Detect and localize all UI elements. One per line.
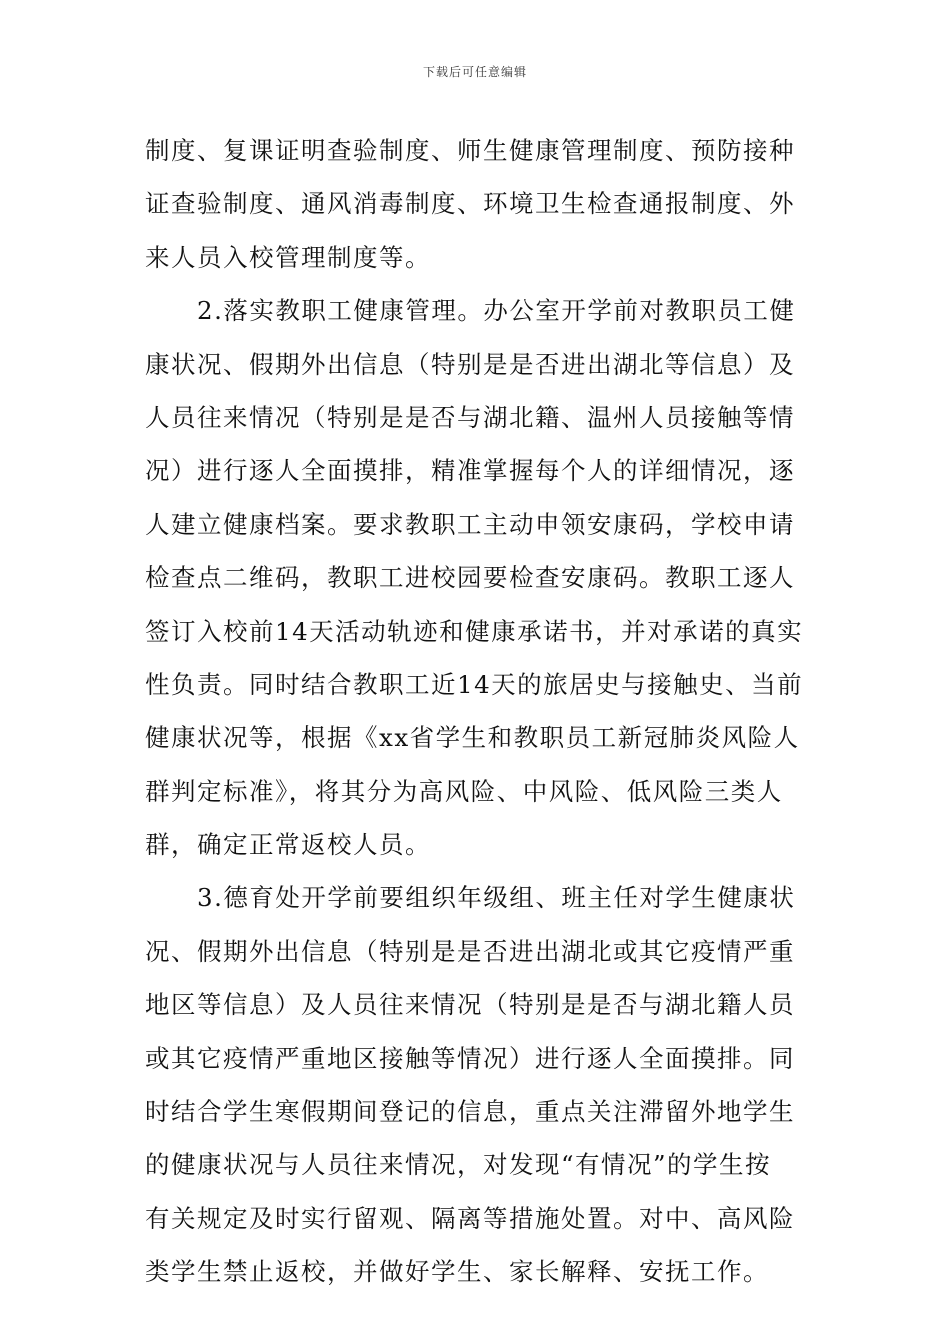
paragraph-start-line: 2.落实教职工健康管理。办公室开学前对教职员工健	[197, 296, 796, 326]
text-line: 况）进行逐人全面摸排，精准掌握每个人的详细情况，逐	[145, 456, 795, 486]
text-line: 康状况、假期外出信息（特别是是否进出湖北等信息）及	[145, 349, 795, 379]
text-line: 签订入校前14天活动轨迹和健康承诺书，并对承诺的真实	[145, 616, 804, 646]
text-line: 制度、复课证明查验制度、师生健康管理制度、预防接种	[145, 136, 795, 165]
text-line: 况、假期外出信息（特别是是否进出湖北或其它疫情严重	[145, 936, 795, 966]
text-line: 群，确定正常返校人员。	[145, 830, 431, 860]
text-line: 或其它疫情严重地区接触等情况）进行逐人全面摸排。同	[145, 1043, 795, 1073]
text-line: 群判定标准》，将其分为高风险、中风险、低风险三类人	[145, 776, 783, 806]
header-note: 下载后可任意编辑	[422, 65, 527, 79]
paragraph-start-line: 3.德育处开学前要组织年级组、班主任对学生健康状	[197, 883, 796, 913]
text-line: 来人员入校管理制度等。	[145, 242, 431, 272]
text-line: 类学生禁止返校，并做好学生、家长解释、安抚工作。	[145, 1257, 769, 1287]
text-line: 健康状况等，根据《xx省学生和教职员工新冠肺炎风险人	[145, 723, 800, 753]
text-line: 性负责。同时结合教职工近14天的旅居史与接触史、当前	[145, 669, 804, 699]
text-line: 检查点二维码，教职工进校园要检查安康码。教职工逐人	[145, 563, 795, 593]
text-line: 人建立健康档案。要求教职工主动申领安康码，学校申请	[145, 509, 795, 539]
text-line: 地区等信息）及人员往来情况（特别是是否与湖北籍人员	[145, 990, 795, 1020]
text-line: 的健康状况与人员往来情况，对发现“有情况”的学生按	[145, 1150, 772, 1180]
text-line: 有关规定及时实行留观、隔离等措施处置。对中、高风险	[145, 1203, 795, 1233]
text-line: 人员往来情况（特别是是否与湖北籍、温州人员接触等情	[145, 402, 795, 432]
text-line: 证查验制度、通风消毒制度、环境卫生检查通报制度、外	[145, 189, 795, 219]
text-line: 时结合学生寒假期间登记的信息，重点关注滞留外地学生	[145, 1097, 795, 1127]
body-text	[145, 124, 810, 1299]
